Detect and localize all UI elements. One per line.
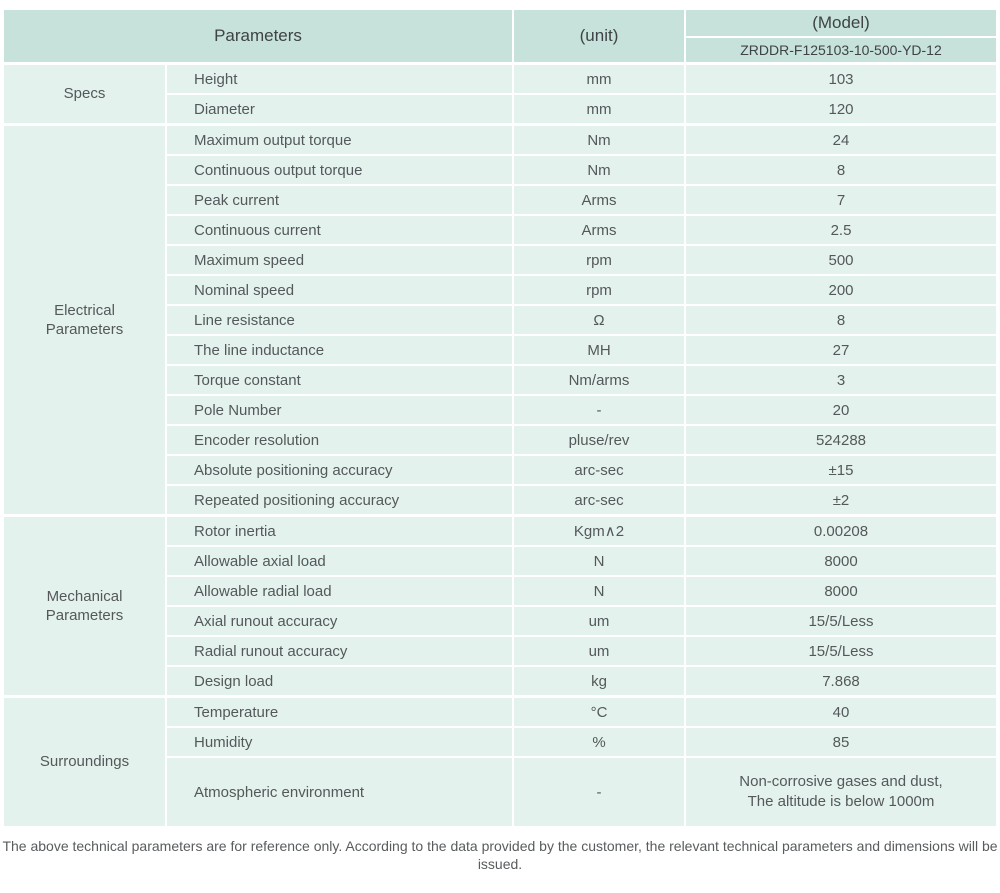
unit-cell: Kgm∧2 (513, 516, 685, 547)
header-model-number: ZRDDR-F125103-10-500-YD-12 (685, 37, 997, 64)
param-cell: Axial runout accuracy (166, 606, 513, 636)
value-cell: 24 (685, 125, 997, 156)
value-cell: 27 (685, 335, 997, 365)
value-cell (685, 757, 997, 827)
param-cell: Continuous current (166, 215, 513, 245)
unit-cell: arc-sec (513, 455, 685, 485)
group-label: Mechanical (46, 587, 123, 605)
unit-cell: mm (513, 94, 685, 125)
param-cell: Design load (166, 666, 513, 697)
unit-cell: - (513, 395, 685, 425)
value-cell: 8000 (685, 576, 997, 606)
param-cell: Height (166, 64, 513, 95)
unit-cell: pluse/rev (513, 425, 685, 455)
value-cell: 85 (685, 727, 997, 757)
value-cell: 15/5/Less (685, 636, 997, 666)
spec-table (2, 8, 998, 828)
unit-cell: Ω (513, 305, 685, 335)
param-cell: Pole Number (166, 395, 513, 425)
unit-cell: °C (513, 697, 685, 728)
group-label-line2: Parameters (45, 321, 124, 338)
group-label: Specs (63, 85, 106, 103)
param-cell: Maximum output torque (166, 125, 513, 156)
value-cell: 200 (685, 275, 997, 305)
value-cell: 120 (685, 94, 997, 125)
group-cell-specs (3, 64, 166, 125)
param-cell: Repeated positioning accuracy (166, 485, 513, 516)
param-cell: Absolute positioning accuracy (166, 455, 513, 485)
unit-cell: - (513, 757, 685, 827)
value-cell: 40 (685, 697, 997, 728)
param-cell: Rotor inertia (166, 516, 513, 547)
value-cell: 7.868 (685, 666, 997, 697)
value-line2: The altitude is below 1000m (747, 793, 935, 810)
unit-cell: rpm (513, 275, 685, 305)
group-cell-electrical-parameters (3, 125, 166, 516)
param-cell: Humidity (166, 727, 513, 757)
unit-cell: Nm (513, 155, 685, 185)
value-cell: 103 (685, 64, 997, 95)
param-cell: Allowable radial load (166, 576, 513, 606)
param-cell: Line resistance (166, 305, 513, 335)
value-cell: 8 (685, 155, 997, 185)
param-cell: Atmospheric environment (166, 757, 513, 827)
unit-cell: Arms (513, 215, 685, 245)
unit-cell: N (513, 576, 685, 606)
param-cell: Torque constant (166, 365, 513, 395)
table-row (3, 64, 997, 95)
value-cell: 524288 (685, 425, 997, 455)
unit-cell: mm (513, 64, 685, 95)
value-cell: 3 (685, 365, 997, 395)
param-cell: Allowable axial load (166, 546, 513, 576)
unit-cell: arc-sec (513, 485, 685, 516)
unit-cell: Arms (513, 185, 685, 215)
param-cell: Continuous output torque (166, 155, 513, 185)
param-cell: Nominal speed (166, 275, 513, 305)
group-cell-mechanical-parameters (3, 516, 166, 697)
unit-cell: um (513, 606, 685, 636)
unit-cell: Nm/arms (513, 365, 685, 395)
group-label-line2: Parameters (45, 607, 124, 624)
unit-cell: N (513, 546, 685, 576)
unit-cell: Nm (513, 125, 685, 156)
group-label: Electrical (54, 301, 115, 319)
value-cell: 15/5/Less (685, 606, 997, 636)
unit-cell: MH (513, 335, 685, 365)
table-row (3, 516, 997, 547)
header-parameters: Parameters (3, 9, 513, 64)
footer-note: The above technical parameters are for reference only. According to the data provided by the customer, the relevant technical parameters and dimensions will be issued. (2, 838, 998, 873)
param-cell: The line inductance (166, 335, 513, 365)
param-cell: Encoder resolution (166, 425, 513, 455)
value-cell: ±15 (685, 455, 997, 485)
unit-cell: rpm (513, 245, 685, 275)
value-line1: Non-corrosive gases and dust, (739, 772, 943, 790)
table-header (3, 9, 997, 64)
param-cell: Temperature (166, 697, 513, 728)
unit-cell: % (513, 727, 685, 757)
param-cell: Maximum speed (166, 245, 513, 275)
value-cell: 7 (685, 185, 997, 215)
value-cell: 500 (685, 245, 997, 275)
value-cell: 20 (685, 395, 997, 425)
value-cell: ±2 (685, 485, 997, 516)
value-cell: 8000 (685, 546, 997, 576)
header-model: (Model) (685, 9, 997, 37)
value-cell: 0.00208 (685, 516, 997, 547)
param-cell: Peak current (166, 185, 513, 215)
param-cell: Radial runout accuracy (166, 636, 513, 666)
unit-cell: kg (513, 666, 685, 697)
value-cell: 2.5 (685, 215, 997, 245)
group-label: Surroundings (39, 753, 130, 771)
unit-cell: um (513, 636, 685, 666)
group-cell-surroundings (3, 697, 166, 828)
table-row (3, 697, 997, 728)
value-cell: 8 (685, 305, 997, 335)
param-cell: Diameter (166, 94, 513, 125)
table-row (3, 125, 997, 156)
header-unit: (unit) (513, 9, 685, 64)
